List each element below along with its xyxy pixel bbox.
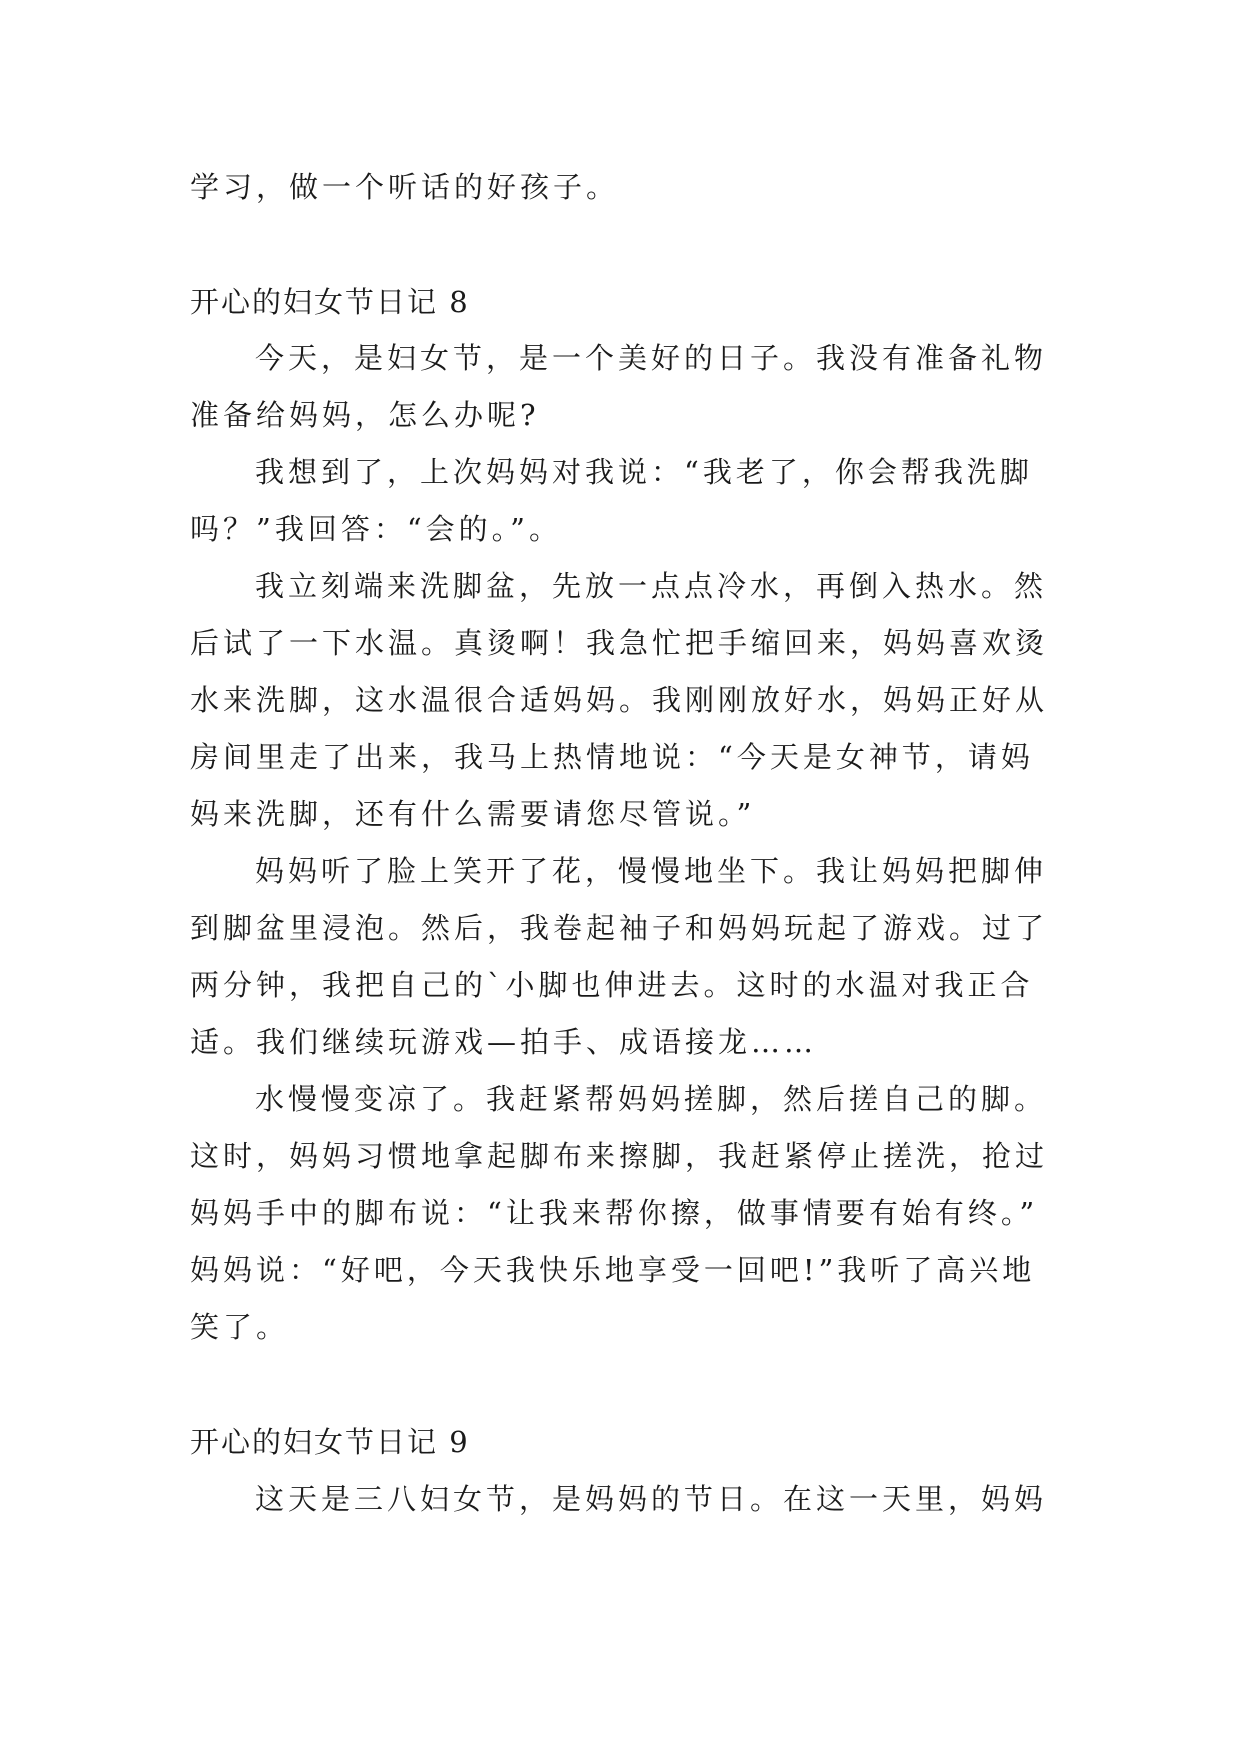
paragraph-line: 妈妈说：“好吧，今天我快乐地享受一回吧!”我听了高兴地: [190, 1253, 1036, 1287]
paragraph-line: 准备给妈妈，怎么办呢?: [190, 398, 540, 432]
paragraph-line: 这天是三八妇女节，是妈妈的节日。在这一天里，妈妈: [255, 1482, 1048, 1516]
paragraph-line: 笑了。: [190, 1310, 290, 1344]
paragraph-line: 到脚盆里浸泡。然后，我卷起袖子和妈妈玩起了游戏。过了: [190, 911, 1049, 945]
paragraph-line: 吗？”我回答：“会的。”。: [190, 512, 562, 546]
paragraph-line: 我想到了，上次妈妈对我说：“我老了，你会帮我洗脚: [255, 455, 1033, 489]
paragraph-line: 水来洗脚，这水温很合适妈妈。我刚刚放好水，妈妈正好从: [190, 683, 1049, 717]
paragraph-line: 房间里走了出来，我马上热情地说：“今天是女神节，请妈: [190, 740, 1034, 774]
paragraph-line: 这时，妈妈习惯地拿起脚布来擦脚，我赶紧停止搓洗，抢过: [190, 1139, 1049, 1173]
paragraph-line: 水慢慢变凉了。我赶紧帮妈妈搓脚，然后搓自己的脚。: [255, 1082, 1048, 1116]
text-line: 学习，做一个听话的好孩子。: [190, 170, 620, 204]
paragraph-line: 今天，是妇女节，是一个美好的日子。我没有准备礼物: [255, 341, 1048, 375]
paragraph-line: 两分钟，我把自己的`小脚也伸进去。这时的水温对我正合: [190, 968, 1034, 1002]
paragraph-line: 适。我们继续玩游戏—拍手、成语接龙……: [190, 1025, 818, 1059]
section-heading: 开心的妇女节日记 9: [190, 1425, 470, 1459]
paragraph-line: 我立刻端来洗脚盆，先放一点点冷水，再倒入热水。然: [255, 569, 1048, 603]
section-heading: 开心的妇女节日记 8: [190, 285, 470, 319]
paragraph-line: 妈妈听了脸上笑开了花，慢慢地坐下。我让妈妈把脚伸: [255, 854, 1048, 888]
paragraph-line: 后试了一下水温。真烫啊！我急忙把手缩回来，妈妈喜欢烫: [190, 626, 1049, 660]
paragraph-line: 妈来洗脚，还有什么需要请您尽管说。”: [190, 797, 756, 831]
paragraph-line: 妈妈手中的脚布说：“让我来帮你擦，做事情要有始有终。”: [190, 1196, 1039, 1230]
